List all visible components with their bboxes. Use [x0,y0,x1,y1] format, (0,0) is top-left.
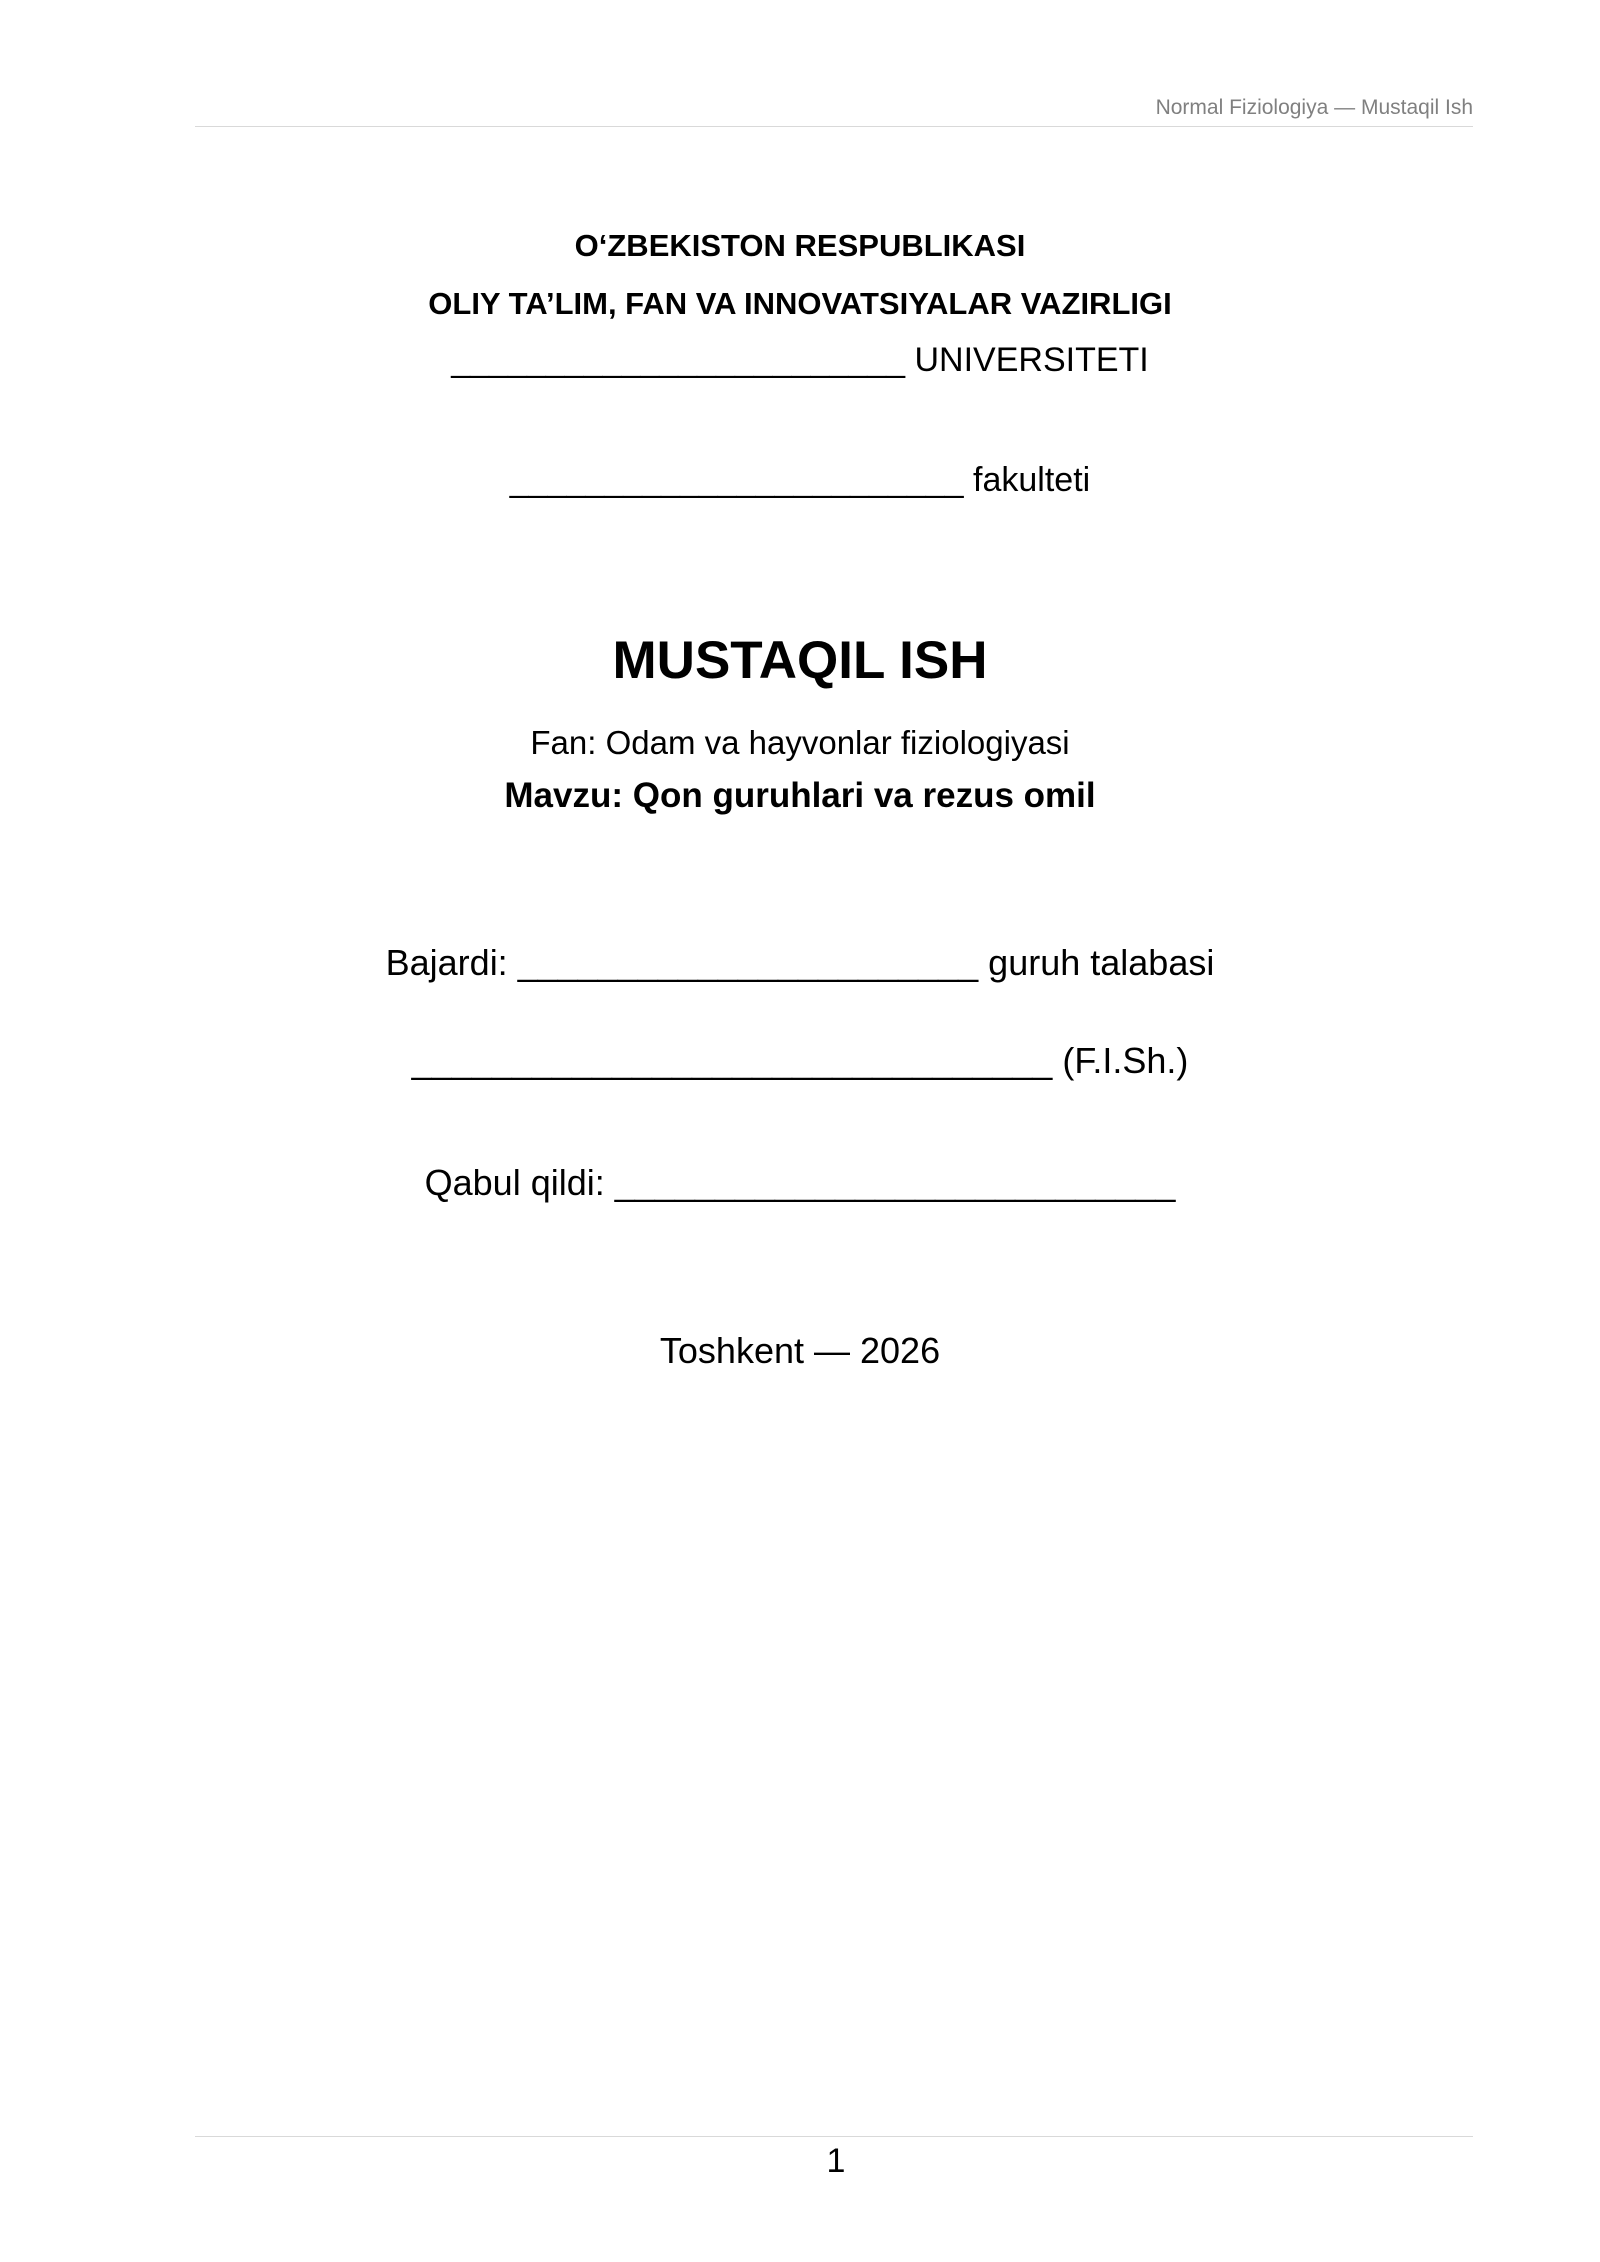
topic-line: Mavzu: Qon guruhlari va rezus omil [504,776,1096,815]
ministry-name: OLIY TA’LIM, FAN VA INNOVATSIYALAR VAZIRLIGI [428,286,1172,321]
document-title: MUSTAQIL ISH [612,631,988,690]
performed-by-line: Bajardi: _______________________ guruh talabasi [385,942,1215,983]
subject-line: Fan: Odam va hayvonlar fiziologiyasi [530,724,1070,761]
running-header: Normal Fiziologiya — Mustaqil Ish [1155,96,1473,119]
footer-divider [195,2136,1473,2137]
full-name-line: ________________________________ (F.I.Sh.) [411,1040,1189,1081]
faculty-line: ________________________ fakulteti [509,461,1091,499]
header-divider [195,126,1473,127]
country-name: O‘ZBEKISTON RESPUBLIKASI [574,228,1026,263]
accepted-by-line: Qabul qildi: ____________________________ [424,1162,1176,1203]
page-number: 1 [826,2142,846,2180]
city-year: Toshkent — 2026 [659,1330,941,1371]
university-line: ________________________ UNIVERSITETI [451,341,1149,379]
